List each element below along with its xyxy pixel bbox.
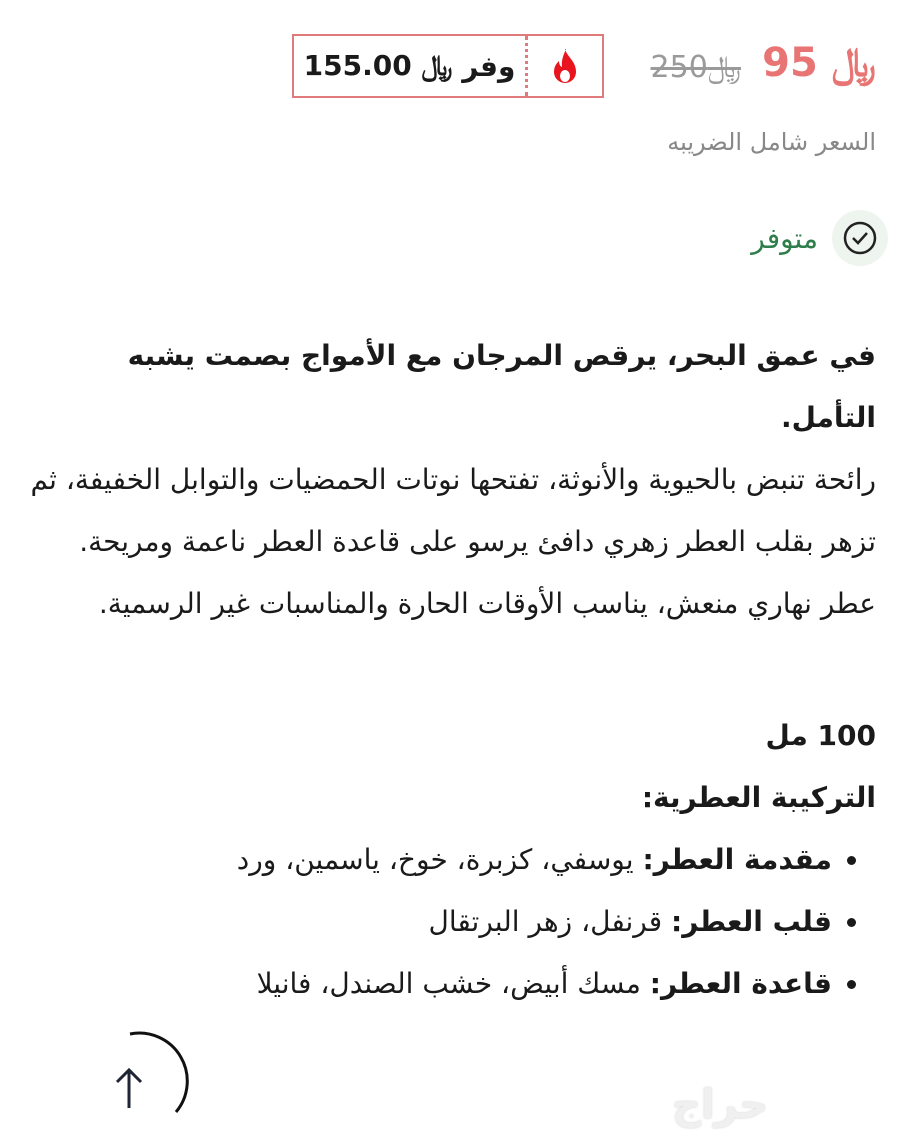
savings-text bbox=[294, 36, 525, 96]
note-value: مسك أبيض، خشب الصندل، فانيلا bbox=[256, 967, 650, 1000]
composition-title: التركيبة العطرية: bbox=[641, 781, 876, 814]
note-label: قلب العطر: bbox=[671, 905, 832, 938]
scroll-to-top-button[interactable] bbox=[100, 1030, 190, 1120]
old-price-value: 250 bbox=[650, 50, 708, 85]
arrow-up-icon bbox=[100, 1030, 190, 1120]
availability-label: متوفر bbox=[751, 221, 818, 255]
current-price bbox=[762, 40, 876, 86]
tax-note: السعر شامل الضريبه bbox=[667, 128, 876, 156]
fire-icon bbox=[525, 36, 602, 96]
list-item bbox=[30, 891, 832, 953]
savings-badge bbox=[292, 34, 604, 98]
riyal-icon: ﷼ bbox=[707, 50, 741, 85]
save-amount: 155.00 ﷼ bbox=[303, 49, 453, 82]
product-description bbox=[30, 325, 876, 1015]
description-body: رائحة تنبض بالحيوية والأنوثة، تفتحها نوتات الحمضيات والتوابل الخفيفة، ثم تزهر بقلب العطر زهري دافئ يرسو على قاعدة العطر ناعمة ومريحة. عطر نهاري منعش، يناسب الأوقات الحارة والمناسبات غير الرسمية. bbox=[30, 463, 876, 620]
note-value: قرنفل، زهر البرتقال bbox=[428, 905, 672, 938]
description-headline: في عمق البحر، يرقص المرجان مع الأمواج بصمت يشبه التأمل. bbox=[127, 339, 876, 434]
watermark-logo: حراج bbox=[672, 1082, 769, 1128]
riyal-icon: ﷼ bbox=[831, 40, 876, 86]
notes-list bbox=[30, 829, 876, 1015]
list-item bbox=[30, 829, 832, 891]
product-size: 100 مل bbox=[765, 719, 876, 752]
price-value: 95 bbox=[762, 40, 818, 86]
old-price bbox=[651, 50, 741, 85]
save-label: وفر bbox=[462, 49, 516, 83]
save-amount-value: 155.00 bbox=[303, 49, 412, 82]
note-label: مقدمة العطر: bbox=[642, 843, 832, 876]
price-row bbox=[292, 32, 876, 102]
note-label: قاعدة العطر: bbox=[649, 967, 832, 1000]
availability-status bbox=[751, 210, 888, 266]
check-circle-icon bbox=[832, 210, 888, 266]
list-item bbox=[30, 953, 832, 1015]
note-value: يوسفي، كزبرة، خوخ، ياسمين، ورد bbox=[236, 843, 643, 876]
